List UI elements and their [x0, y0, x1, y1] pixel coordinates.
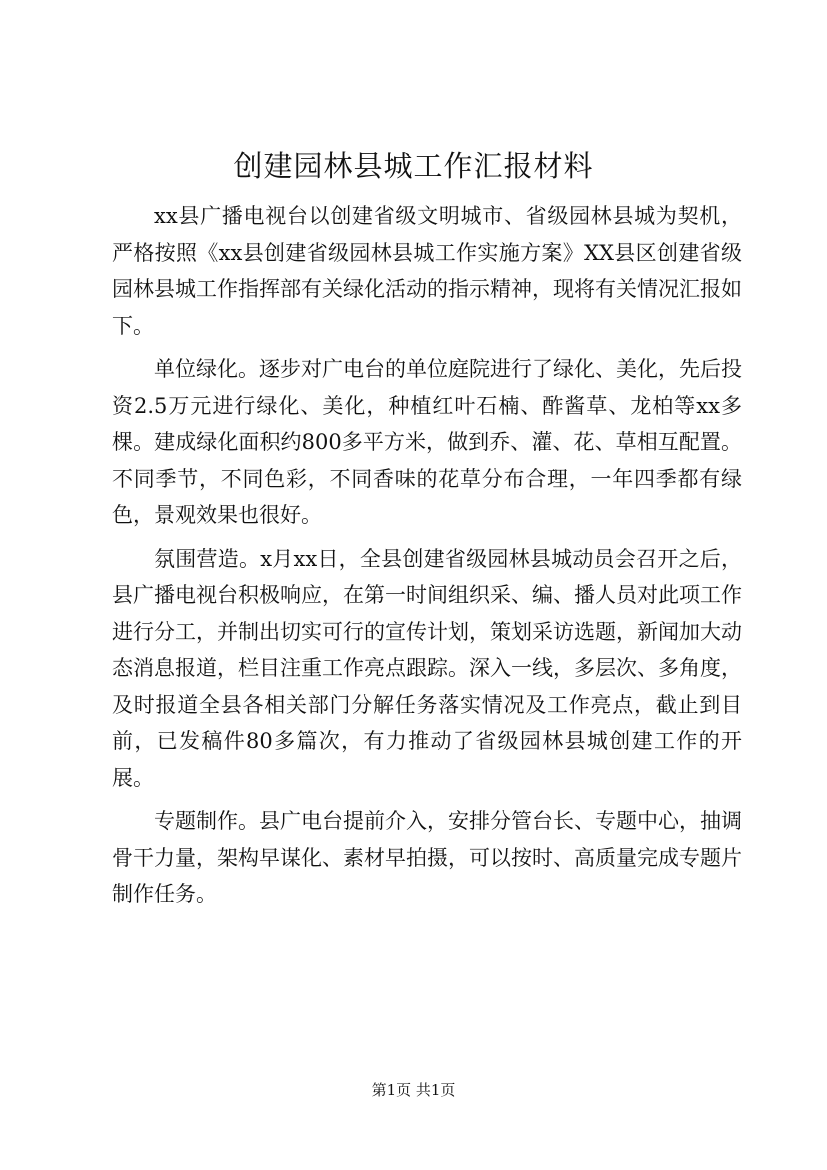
- paragraph-atmosphere: 氛围营造。x月xx日，全县创建省级园林县城动员会召开之后，县广播电视台积极响应，在第一时间组织采、编、播人员对此项工作进行分工，并制出切实可行的宣传计划，策划采访选题，新闻加大动态消息报道，栏目注重工作亮点跟踪。深入一线，多层次、多角度，及时报道全县各相关部门分解任务落实情况及工作亮点，截止到目前，已发稿件80多篇次，有力推动了省级园林县城创建工作的开展。: [112, 546, 742, 790]
- page-footer: 第1页 共1页: [371, 1081, 456, 1099]
- document-body: [112, 198, 742, 920]
- paragraph-unit-greening: 单位绿化。逐步对广电台的单位庭院进行了绿化、美化，先后投资2.5万元进行绿化、美化，种植红叶石楠、酢酱草、龙柏等xx多棵。建成绿化面积约800多平方米，做到乔、灌、花、草相互配置。不同季节，不同色彩，不同香味的花草分布合理，一年四季都有绿色，景观效果也很好。: [112, 357, 742, 527]
- paragraph-special-production: 专题制作。县广电台提前介入，安排分管台长、专题中心，抽调骨干力量，架构早谋化、素材早拍摄，可以按时、高质量完成专题片制作任务。: [112, 809, 742, 906]
- document-title: 创建园林县城工作汇报材料: [233, 149, 594, 183]
- paragraph-intro: xx县广播电视台以创建省级文明城市、省级园林县城为契机，严格按照《xx县创建省级园林县城工作实施方案》XX县区创建省级园林县城工作指挥部有关绿化活动的指示精神，现将有关情况汇报如下。: [112, 204, 742, 338]
